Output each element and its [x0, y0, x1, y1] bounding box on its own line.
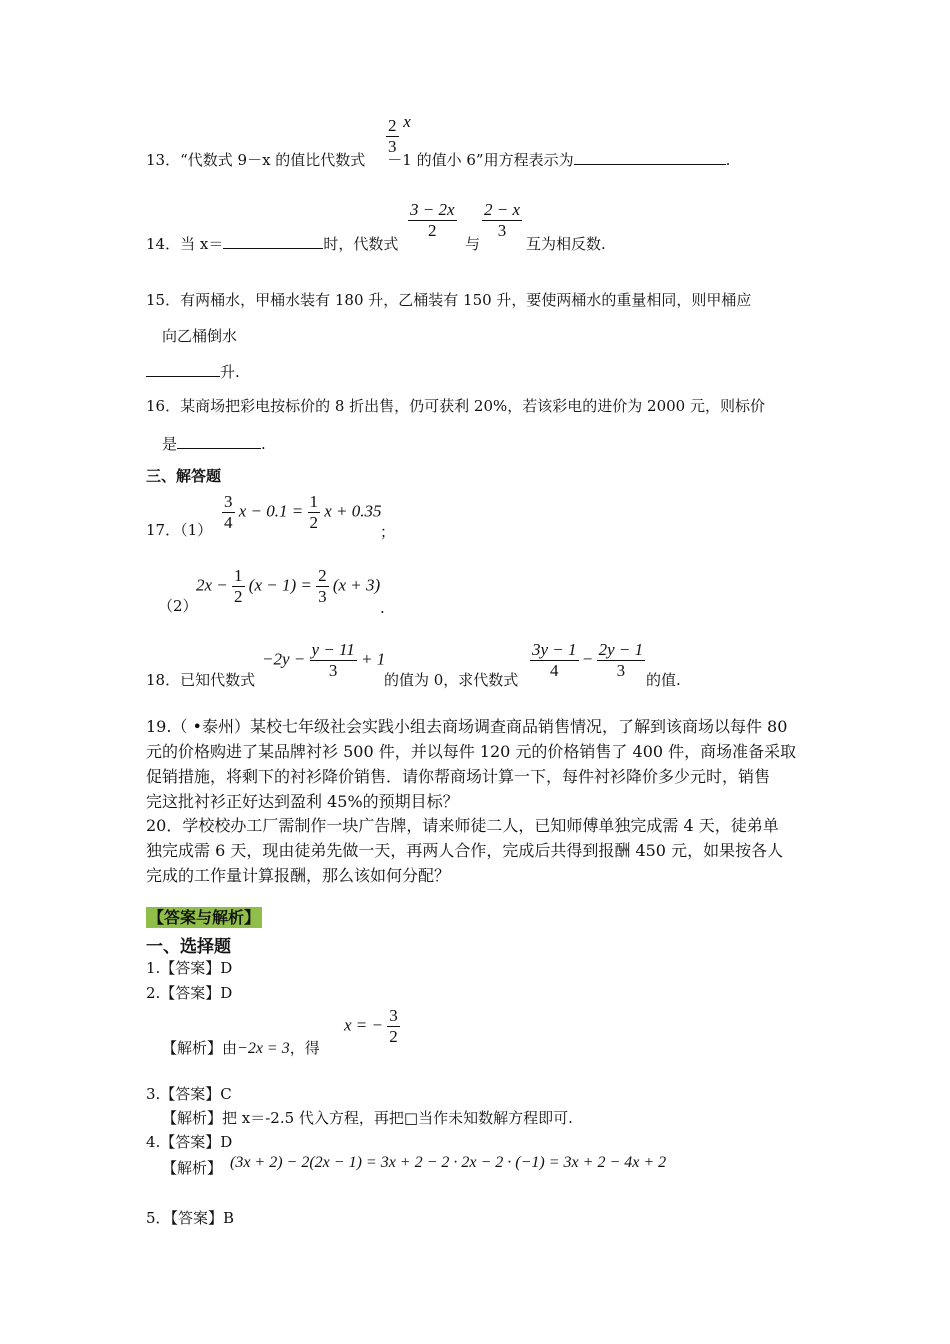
answer-2-explanation: 【解析】由−2x = 3，得 [162, 1039, 320, 1057]
answer-4-explanation: 【解析】 [162, 1159, 223, 1177]
q14-connector: 与 [465, 235, 481, 253]
answer-3-explanation: 【解析】把 x＝-2.5 代入方程，再把□当作未知数解方程即可. [162, 1109, 573, 1127]
answer-blank[interactable] [146, 360, 220, 377]
answers-heading: 【答案与解析】 [148, 908, 261, 927]
question-14: 14．当 x＝ 时，代数式 [146, 232, 398, 254]
question-13: 13．“代数式 9－x 的值比代数式 －1 的值小 6”用方程表示为 . [146, 148, 730, 170]
q17-equation-2: 2x − $\frac{1}{2}$ (x − 1) = $\frac{2}{3}$ (x + 3) [196, 566, 381, 606]
variable-x: x [403, 111, 411, 131]
answer-4-equation: (3x + 2) − 2(2x − 1) = 3x + 2 − 2 · 2x − 2 · (−1) = 3x + 2 − 4x + 2 [230, 1154, 667, 1171]
q14-fraction-2: $\frac{2 - x}{3}$ [484, 200, 521, 240]
question-15-line2: 向乙桶倒水 [162, 327, 238, 345]
question-16-line1: 16．某商场把彩电按标价的 8 折出售，仍可获利 20%，若该彩电的进价为 2000 元，则标价 [146, 397, 765, 415]
question-15-line3: 升. [146, 360, 240, 382]
q18-expression-1: −2y − $\frac{y - 11}{3}$ + 1 [262, 640, 386, 680]
question-15-line1: 15．有两桶水，甲桶水装有 180 升，乙桶装有 150 升，要使两桶水的重量相同，则甲桶应 [146, 291, 752, 309]
q17-punct-2: . [380, 599, 385, 617]
answer-blank[interactable] [177, 432, 261, 449]
question-20: 20．学校校办工厂需制作一块广告牌，请来师徒二人，已知师傅单独完成需 4 天，徒弟单 独完成需 6 天，现由徒弟先做一天，再两人合作，完成后共得到报酬 450 元，如果按各人 完成的工作量计算报酬，那么该如何分配？ [146, 816, 784, 885]
q17-label: 17．（1） [146, 521, 213, 539]
question-18-start: 18．已知代数式 [146, 671, 256, 689]
answer-5: 5．【答案】B [146, 1209, 235, 1227]
question-18-mid: 的值为 0，求代数式 [384, 671, 519, 689]
q17-punct-1: ； [380, 523, 396, 541]
q14-ending: 互为相反数. [526, 235, 606, 253]
answer-4: 4.【答案】D [146, 1133, 233, 1151]
fraction-two-thirds: $\frac{2}{3}$ [388, 116, 397, 156]
answer-2-result: x = − $\frac{3}{2}$ [344, 1006, 398, 1046]
answer-3: 3.【答案】C [146, 1085, 232, 1103]
q14-fraction-1: $\frac{3 - 2x}{2}$ [410, 200, 455, 240]
q17-label-2: （2） [158, 597, 198, 615]
answer-2: 2.【答案】D [146, 984, 233, 1002]
answer-blank[interactable] [223, 232, 323, 249]
question-18-end: 的值. [646, 671, 681, 689]
q17-equation-1: $\frac{3}{4}$ x − 0.1 = $\frac{1}{2}$ x + 0.35 [224, 492, 382, 532]
answer-blank[interactable] [574, 148, 726, 165]
question-19: 19.（ •泰州）某校七年级社会实践小组去商场调查商品销售情况，了解到该商场以每件 80 元的价格购进了某品牌衬衫 500 件，并以每件 120 元的价格销售了 400 件，商场准备采取 促销措施，将剩下的衬衫降价销售．请你帮商场计算一下，每件衬衫降价多少元时，销售 完这批衬衫正好达到盈利 45%的预期目标？ [146, 717, 797, 811]
question-16-line2: 是 . [162, 432, 266, 454]
q18-expression-2: $\frac{3y - 1}{4}$ − $\frac{2y - 1}{3}$ [532, 640, 644, 680]
section-title-3: 三、解答题 [146, 467, 222, 485]
answer-1: 1.【答案】D [146, 959, 233, 977]
answers-section-1: 一、选择题 [146, 937, 231, 957]
